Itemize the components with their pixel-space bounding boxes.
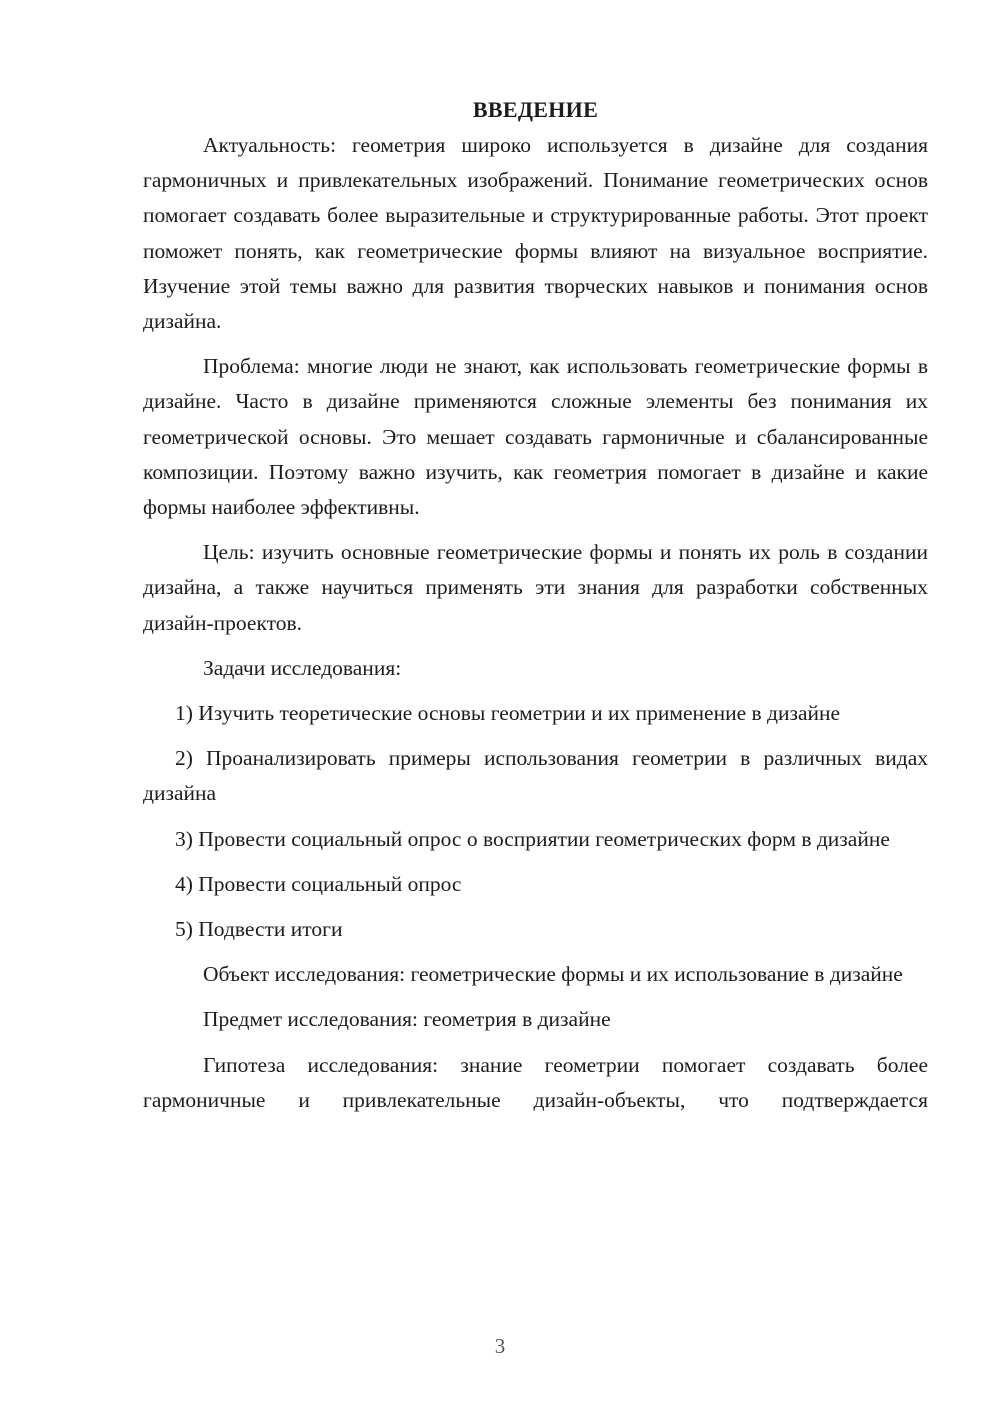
task-item-5: 5) Подвести итоги [175,917,343,942]
document-page [143,92,928,1118]
task-item-3: 3) Провести социальный опрос о восприятии геометрических форм в дизайне [175,826,890,851]
page-number: 3 [494,1334,506,1358]
paragraph-problem: Проблема: многие люди не знают, как использовать геометрические формы в дизайне. Часто в дизайне применяются сложные элементы без понимания их геометрической основы. Это мешает создавать гармоничные и сбалансированные композиции. Поэтому важно изучить, как геометрия помогает в дизайне и какие формы наиболее эффективны. [143,354,928,520]
paragraph-object: Объект исследования: геометрические формы и их использование в дизайне [203,962,903,987]
paragraph-hypothesis: Гипотеза исследования: знание геометрии помогает создавать более гармоничные и привлекательные дизайн-объекты, что подтверждается [143,1052,928,1112]
paragraph-relevance: Актуальность: геометрия широко используется в дизайне для создания гармоничных и привлекательных изображений. Понимание геометрических основ помогает создавать более выразительные и структурированные работы. Этот проект поможет понять, как геометрические формы влияют на визуальное восприятие. Изучение этой темы важно для развития творческих навыков и понимания основ дизайна. [143,133,928,334]
paragraph-goal: Цель: изучить основные геометрические формы и понять их роль в создании дизайна, а также научиться применять эти знания для разработки собственных дизайн-проектов. [143,540,928,635]
paragraph-subject: Предмет исследования: геометрия в дизайне [203,1007,611,1032]
section-heading: ВВЕДЕНИЕ [472,97,599,122]
task-item-1: 1) Изучить теоретические основы геометрии и их применение в дизайне [175,701,841,726]
paragraph-tasks-intro: Задачи исследования: [203,655,402,680]
task-item-4: 4) Провести социальный опрос [175,871,462,896]
task-item-2: 2) Проанализировать примеры использования геометрии в различных видах дизайна [143,746,928,806]
